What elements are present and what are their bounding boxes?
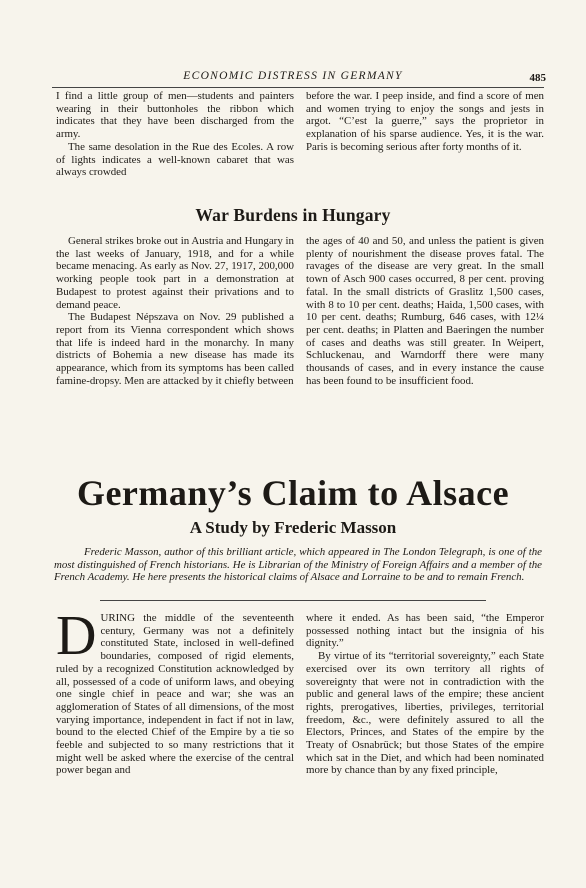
paragraph: I find a little group of men—students and painters wearing in their buttonholes the ribbon which indicates that they have been discharged from the army. <box>56 90 294 141</box>
article-left-column <box>56 605 294 777</box>
war-right-column <box>306 235 544 387</box>
top-left-column <box>56 90 294 179</box>
paragraph <box>56 605 294 777</box>
top-right-column <box>306 90 544 154</box>
war-left-column <box>56 235 294 387</box>
article-intro <box>54 546 542 584</box>
header-rule <box>52 87 544 88</box>
running-head: ECONOMIC DISTRESS IN GERMANY <box>183 70 403 82</box>
intro-rule <box>100 600 486 601</box>
paragraph: The same desolation in the Rue des Ecoles. A row of lights indicates a well-known cabaret that was always crowded <box>56 140 294 179</box>
paragraph: The Budapest Népszava on Nov. 29 published a report from its Vienna correspondent which shows that life is indeed hard in the monarchy. In many districts of Bohemia a new disease has made its appearance, which from its symptoms has been called famine-dropsy. Men are attacked by it chiefly between <box>56 311 294 387</box>
paragraph: the ages of 40 and 50, and unless the patient is given plenty of nourishment the disease proves fatal. The ravages of the disease are very great. In the small town of Asch 900 cases occurred, 8 per cent. proving fatal. In the small districts of Graslitz 1,500 cases, with 8 to 10 per cent. deaths; Haida, 1,500 cases, with 10 per cent. deaths; Rumburg, 646 cases, with 12¼ per cent. deaths; in Platten and Baeringen the number of cases and deaths was still greater. In Weipert, Schluckenau, and Warndorff there were many thousands of cases, and in every instance the cause has been found to be insufficient food. <box>306 235 544 387</box>
paragraph: General strikes broke out in Austria and Hungary in the last weeks of January, 1918, and for a while became menacing. As early as Nov. 27, 1917, 200,000 working people took part in a demonstration at Budapest to protest against their privations and to demand peace. <box>56 235 294 311</box>
intro-text: Frederic Masson, author of this brilliant article, which appeared in The London Telegraph, is one of the most distinguished of French historians. He is Librarian of the Ministry of Foreign Affairs and a member of the French Academy. He here presents the historical claims of Alsace and Lorraine to be and to remain French. <box>54 546 542 584</box>
drop-cap: D <box>56 605 97 667</box>
paragraph: where it ended. As has been said, “the Emperor possessed nothing intact but the insignia of his dignity.” <box>306 612 544 650</box>
paragraph: By virtue of its “territorial sovereignty,” each State exercised over its own territory all rights of sovereignty that were not in contradiction with the public and general laws of the empire; these ancient rights, prerogatives, liberties, privileges, territorial freedom, &c., were definitely assured to all the Electors, Princes, and States of the empire by the Treaty of Osnabrück; but those States of the empire which sat in the Diet, and which had been nominated more by chance than by any fixed principle, <box>306 650 544 777</box>
paragraph-text: URING the middle of the seventeenth century, Germany was not a definitely constituted State, inclosed in well-defined boundaries, composed of rigid elements, ruled by a recognized Constitution acknowledged by all, possessed of a code of uniform laws, and obeying one single chief in peace and war; she was an agglomeration of States of all dimensions, of the most varying importance, independent in fact if not in law, bound to the elected Chief of the Empire by a tie so feeble and subjected to so many restrictions that it might well be asked where the exercise of the central power began and <box>56 612 294 777</box>
article-right-column <box>306 612 544 777</box>
section-title: War Burdens in Hungary <box>195 205 391 225</box>
article-title: Germany’s Claim to Alsace <box>76 473 510 513</box>
paragraph: before the war. I peep inside, and find a score of men and women trying to enjoy the songs and jests in argot. “C’est la guerre,” says the proprietor in explanation of his sparse audience. Yes, it is the war. Paris is becoming serious after forty months of it. <box>306 90 544 153</box>
page-number: 485 <box>529 72 546 84</box>
article-subtitle: A Study by Frederic Masson <box>189 518 397 537</box>
